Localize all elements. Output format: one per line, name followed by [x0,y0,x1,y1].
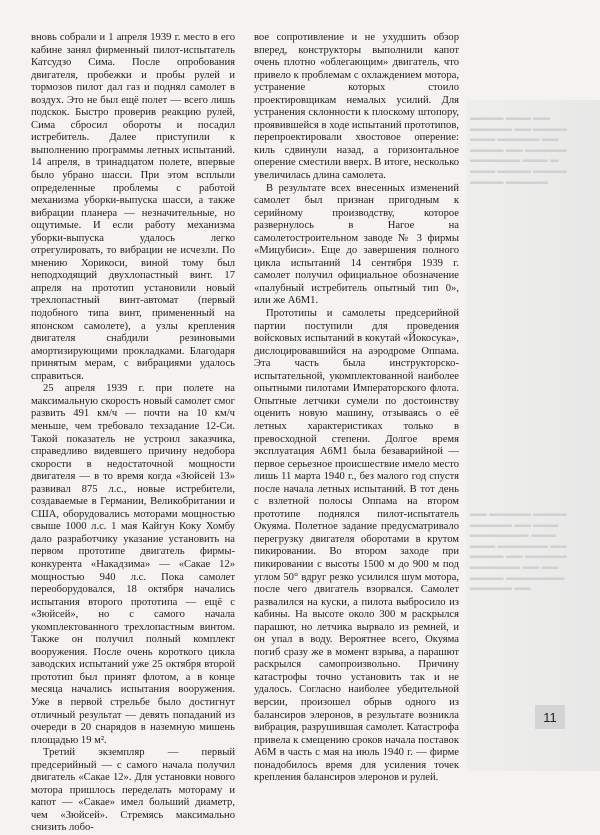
paragraph: вновь собрали и 1 апреля 1939 г. место в его кабине занял фирменный пилот-испытатель Катсудзо Сима. После опробования двигателя, пробежки и пробы рулей и тормозов пилот дал газ и поднял самолет в воздух. Это не был ещё полет — всего лишь подскок. Быстро проверив реакцию рулей, Сима сбросил обороты и посадил истребитель. Далее приступили к выполнению программы летных испытаний. 14 апреля, в тринадцатом полете, впервые было убрано шасси. При этом всплыли определенные проблемы с работой механизма уборки-выпуска шасси, а также вибрации планера — незначительные, но ощутимые. И если работу механизма уборки-выпуска удалось легко отрегулировать, то вибрации не исчезли. По мнению Хорикоси, виной тому был неподходящий двухлопастный винт. 17 апреля на прототип установили новый трехлопастный винт-автомат (первый подобного типа винт, примененный на японском самолете), а узлы крепления двигателя снабдили резиновыми амортизирующими прокладками. Благодаря принятым мерам, с вибрациями удалось справиться. [31,32,235,382]
right-text-column [254,32,459,784]
left-text-column [31,32,235,834]
paragraph: Третий экземпляр — первый предсерийный — с самого начала получил двигатель «Сакае 12». Для установки нового мотора пришлось переделать мотораму и капот — «Сакае» имел больший диаметр, чем «Зюйсей». Стремясь максимально снизить лобо- [31,747,235,834]
paragraph: 25 апреля 1939 г. при полете на максимальную скорость новый самолет смог развить 491 км/ч — почти на 10 км/ч меньше, чем требовало техзадание 12-Си. Такой показатель не устроил заказчика, справедливо видевшего причину недобора скорости в недостаточной мощности двигателя — в то время когда «Зюйсей 13» развивал 875 л.с., новые истребители, создаваемые в Германии, Великобритании и США, оборудовались моторами мощностью свыше 1000 л.с. 1 мая Кайгун Коку Хомбу дало разработчику указание установить на первом прототипе двигатель фирмы-конкурента «Накадзима» — «Сакае 12» мощностью 940 л.с. Пока самолет переоборудовался, 18 октября начались испытания второго прототипа — ещё с «Зюйсей», но с самого начала укомплектованного трехлопастным винтом. Также он получил полный комплект вооружения. После очень короткого цикла заводских испытаний уже 25 октября второй прототип был принят флотом, а в конце месяца начались испытания вооружения. Уже в первой стрельбе было достигнут отличный результат — девять попаданий из очереди в 20 снарядов в наземную мишень площадью 19 м². [31,383,235,746]
paragraph: Прототипы и самолеты предсерийной партии поступили для проведения войсковых испытаний в кокутай «Йокосука», дислоцировавшийся на аэродроме Оппама. Эта часть была инструкторско-испытательной, укомплектованной наиболее опытными пилотами Императорского флота. Опытные летчики сумели по достоинству оценить новую машину, отзываясь о её летных характеристиках только в превосходной степени. Долгое время эксплуатация A6M1 была безаварийной — первое серьезное происшествие имело место лишь 11 марта 1940 г., без малого год спустя после начала летных испытаний. В тот день с взлетной полосы Оппама на втором прототипе поднялся пилот-испытатель Окуяма. Полетное задание предусматривало перегрузку двигателя оборотами в крутом пикировании. Во втором заходе при пикировании с высоты 1500 м до 900 м под углом 50° вдруг резко усилился шум мотора, после чего двигатель взорвался. Самолет развалился на куски, а пилота выбросило из кабины. На высоте около 300 м раскрылся парашют, но летчика вырвало из ремней, и он упал в воду. Вероятнее всего, Окуяма погиб сразу же в момент взрыва, а парашют раскрылся самопроизвольно. Причину катастрофы точно установить так и не удалось. Согласно наиболее убедительной версии, произошел обрыв одного из балансиров элеронов, в результате возникла вибрация, разрушившая самолет. Катастрофа привела к смещению сроков начала поставок A6M в часть с мая на июль 1940 г. — фирме понадобилось время для усиления точек крепления балансиров элеронов и рулей. [254,308,459,784]
faded-margin-area [466,100,600,771]
page-number [535,705,565,729]
paragraph: В результате всех внесенных изменений самолет был признан пригодным к серийному производству, которое развернулось в Нагое на самолетостроительном заводе № 3 фирмы «Мицубиси». Еще до завершения полного цикла испытаний 14 сентября 1939 г. самолет получил официальное обозначение «палубный истребитель опытный тип 0», или же A6M1. [254,182,459,307]
page-number-label: 11 [543,709,557,725]
faded-margin-caption: ▬▬▬▬ ▬▬▬ ▬▬ ▬▬▬▬▬ ▬▬ ▬▬▬▬ ▬▬▬ ▬▬▬▬▬ ▬▬ ▬▬▬▬ ▬▬ ▬▬▬▬▬ ▬▬▬▬▬▬ ▬▬▬ ▬ ▬▬▬ ▬▬▬▬ ▬▬▬▬ ▬▬▬▬ ▬▬▬▬▬ [470,112,567,186]
paragraph: вое сопротивление и не ухудшить обзор вперед, конструкторы выполнили капот очень плотно «облегающим» двигатель, что привело к проблемам с охлаждением мотора, устранение которых стоило проектировщикам немалых усилий. Для устранения склонности к плоскому штопору, проявившейся в ходе испытаний прототипов, перепроектировали хвостовое оперение: киль сдвинули назад, а горизонтальное оперение сместили вверх. В итоге, несколько увеличилась длина самолета. [254,32,459,182]
faded-margin-caption: ▬▬ ▬▬▬▬▬ ▬▬▬▬ ▬▬▬▬▬ ▬▬ ▬▬▬ ▬▬▬▬▬▬▬ ▬▬▬ ▬▬▬ ▬▬▬▬▬▬ ▬▬ ▬▬▬▬ ▬▬ ▬▬▬▬▬ ▬▬▬▬▬▬ ▬▬ ▬▬ ▬▬▬▬ ▬▬▬▬▬▬▬ ▬▬▬▬▬ ▬▬ [470,508,567,593]
